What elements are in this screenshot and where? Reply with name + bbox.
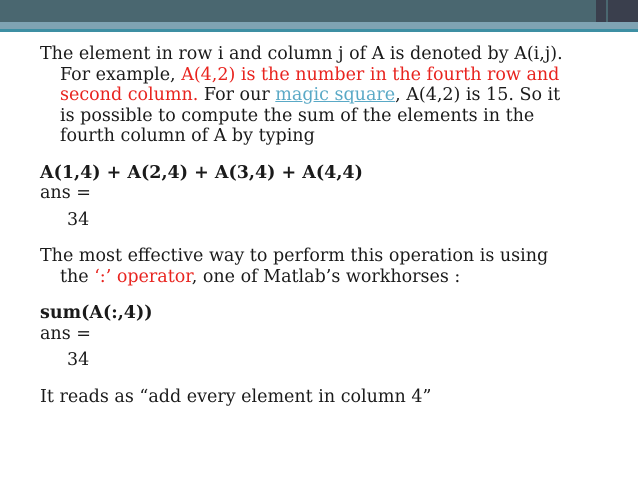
operator-paragraph [40, 246, 620, 287]
intro-line-1: The element in row i and column j of A is denoted by A(i,j). [40, 44, 563, 64]
highlight-text-cont: second column. [60, 85, 199, 105]
header-tab-accent-right [608, 0, 638, 22]
intro-line-4: is possible to compute the sum of the elements in the [60, 105, 535, 126]
command-sum-elements: A(1,4) + A(2,4) + A(3,4) + A(4,4) [40, 162, 363, 183]
command-sum-column: sum(A(:,4)) [40, 303, 153, 323]
header-band-dark [0, 0, 638, 22]
colon-operator-text: ‘:’ operator [94, 266, 192, 287]
header-band-teal [0, 29, 638, 32]
intro-line-3: For our [198, 85, 276, 105]
intro-line-3-tail: , A(4,2) is 15. So it [395, 85, 561, 105]
intro-line-5: fourth column of A by typing [60, 126, 315, 146]
operator-line-2: the [60, 266, 95, 287]
operator-line-2-tail: , one of Matlab’s workhorses : [191, 266, 461, 287]
header-tab-accent [596, 0, 606, 22]
operator-line-1: The most effective way to perform this operation is using [40, 246, 549, 266]
intro-line-2: For example, [60, 64, 182, 85]
closing-sentence: It reads as “add every element in column 4” [40, 386, 432, 407]
magic-square-link[interactable]: magic square [275, 85, 396, 105]
slide-body [40, 44, 620, 407]
title-bar-decoration [0, 0, 638, 33]
answer-label-1: ans = [40, 183, 91, 203]
highlight-text: A(4,2) is the number in the fourth row and [181, 64, 560, 85]
answer-value-1: 34 [67, 209, 90, 230]
header-band-light [0, 22, 638, 29]
answer-label-2: ans = [40, 323, 91, 344]
intro-paragraph [40, 44, 620, 147]
answer-value-2: 34 [67, 350, 90, 370]
